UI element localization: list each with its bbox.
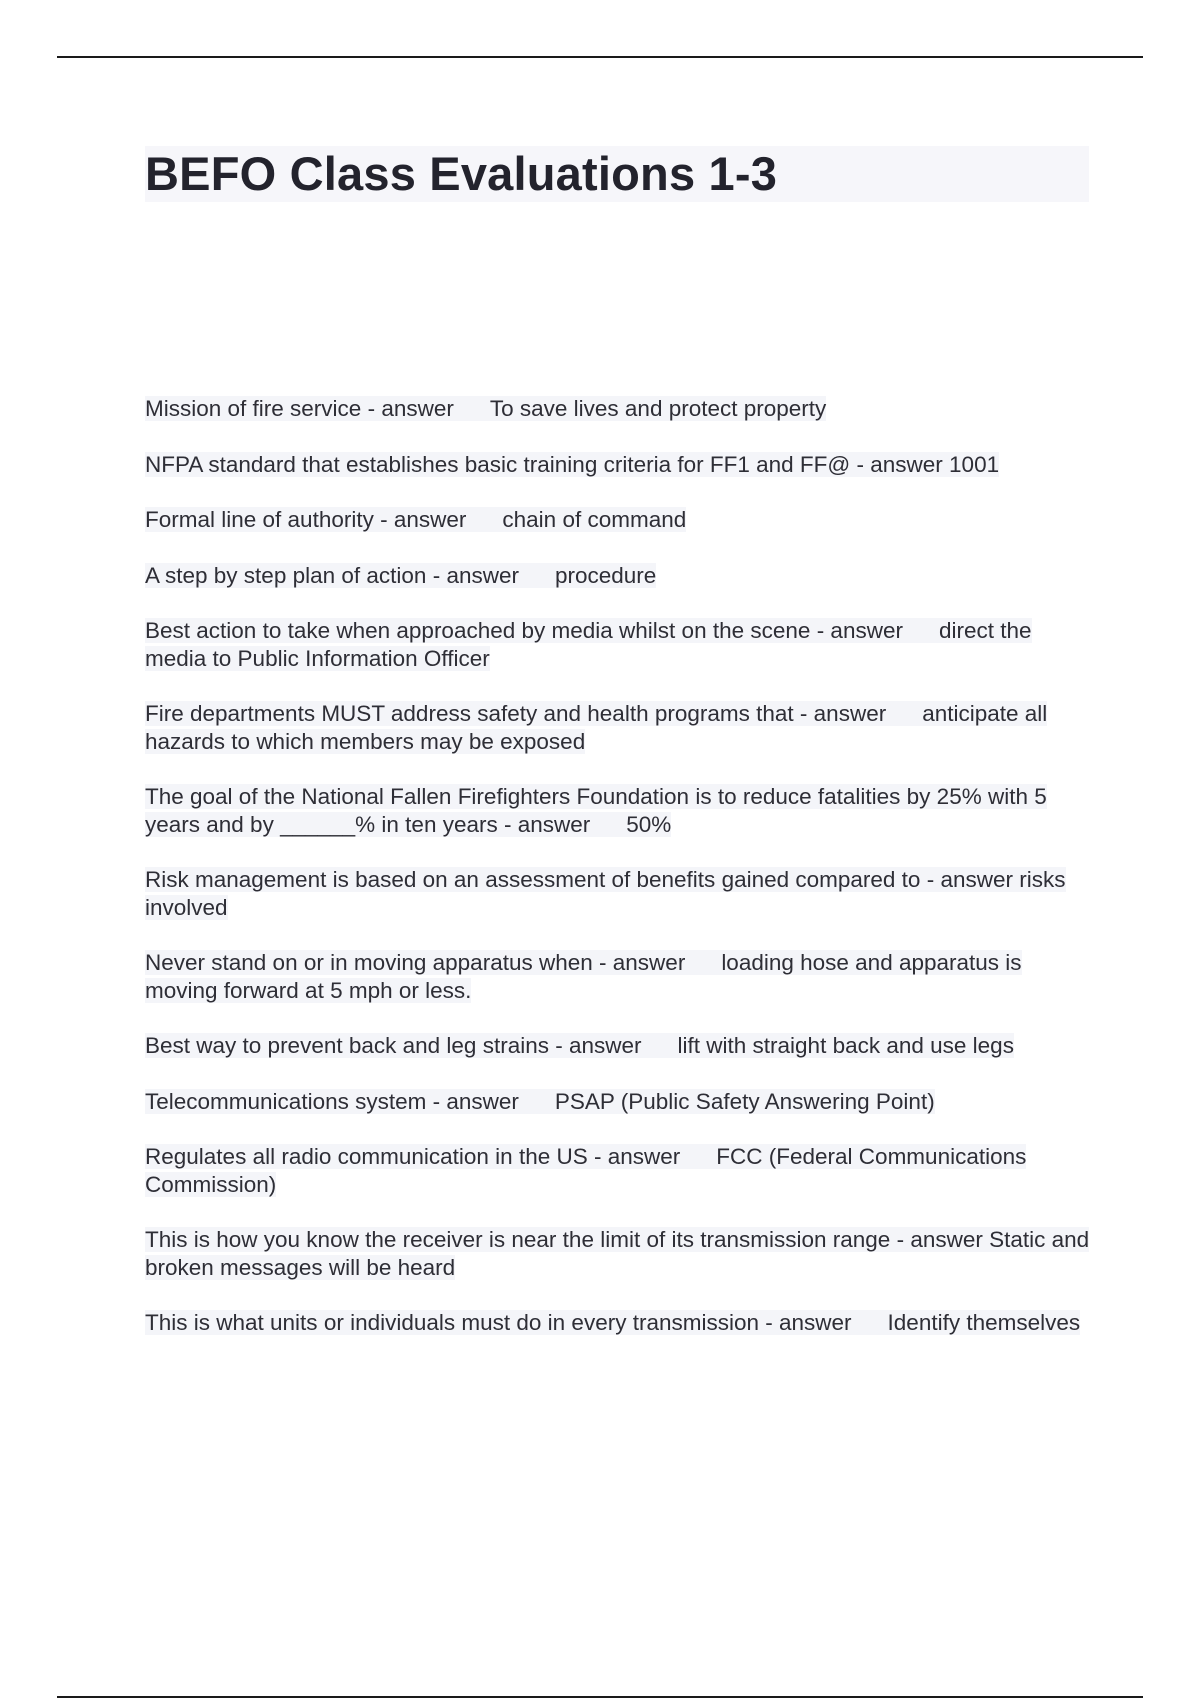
qa-item	[145, 949, 1095, 1004]
qa-answer: procedure	[554, 562, 657, 588]
qa-item	[145, 617, 1095, 672]
qa-question: Never stand on or in moving apparatus when	[145, 950, 593, 975]
qa-answer: 1001	[949, 451, 1000, 477]
answer-marker: - answer	[799, 701, 887, 726]
answer-marker: - answer	[504, 811, 591, 837]
qa-question: Telecommunications system	[145, 1088, 427, 1114]
qa-question: Best action to take when approached by media whilst on the scene	[145, 618, 811, 643]
answer-marker: - answer	[765, 1310, 852, 1335]
qa-item	[145, 506, 1095, 534]
bottom-rule	[57, 1696, 1143, 1698]
qa-question: Mission of fire service	[145, 396, 362, 421]
answer-marker: - answer	[816, 618, 903, 643]
qa-answer: Identify themselves	[887, 1310, 1081, 1335]
qa-item	[145, 1309, 1095, 1337]
qa-question: NFPA standard that establishes basic training criteria for FF1 and FF@	[145, 451, 851, 477]
qa-answer: chain of command	[502, 507, 687, 532]
qa-answer: anticipate all hazards to which members may be exposed	[145, 701, 1048, 754]
qa-question: Fire departments MUST address safety and health programs that	[145, 701, 794, 726]
qa-item	[145, 1143, 1095, 1198]
qa-question: Regulates all radio communication in the US	[145, 1144, 588, 1169]
top-rule	[57, 56, 1143, 58]
answer-marker: - answer	[926, 867, 1013, 892]
qa-answer: loading hose and apparatus is moving forward at 5 mph or less.	[145, 950, 1022, 1003]
answer-marker: - answer	[555, 1033, 642, 1058]
answer-marker: - answer	[599, 950, 686, 975]
answer-marker: - answer	[594, 1144, 681, 1169]
qa-item	[145, 395, 1095, 423]
qa-item	[145, 1088, 1095, 1116]
qa-list	[145, 395, 1095, 1365]
answer-marker: - answer	[856, 451, 943, 477]
qa-answer: Static and broken messages will be heard	[145, 1227, 1090, 1280]
answer-marker: - answer	[896, 1227, 983, 1252]
qa-question: Risk management is based on an assessment of benefits gained compared to	[145, 867, 921, 892]
answer-marker: - answer	[367, 396, 454, 421]
qa-question: Formal line of authority	[145, 507, 374, 532]
page-title: BEFO Class Evaluations 1-3	[145, 147, 778, 200]
qa-answer: To save lives and protect property	[489, 396, 827, 421]
qa-question: The goal of the National Fallen Firefighters Foundation is to reduce fatalities by 25% with 5 years and by ______% in ten years	[145, 784, 1047, 837]
qa-item	[145, 562, 1095, 590]
answer-marker: - answer	[380, 507, 467, 532]
qa-question: This is what units or individuals must do in every transmission	[145, 1310, 759, 1335]
qa-question: A step by step plan of action	[145, 562, 427, 588]
qa-answer: 50%	[626, 811, 672, 837]
qa-question: Best way to prevent back and leg strains	[145, 1033, 549, 1058]
qa-item	[145, 866, 1095, 921]
qa-item	[145, 1226, 1095, 1281]
answer-marker: - answer	[432, 1088, 519, 1114]
qa-question: This is how you know the receiver is near the limit of its transmission range	[145, 1227, 891, 1252]
qa-answer: risks involved	[145, 867, 1066, 920]
qa-answer: direct the media to Public Information Officer	[145, 618, 1032, 671]
qa-item	[145, 700, 1095, 755]
qa-item	[145, 1032, 1095, 1060]
qa-answer: FCC (Federal Communications Commission)	[145, 1144, 1027, 1197]
qa-item	[145, 783, 1095, 838]
qa-answer: PSAP (Public Safety Answering Point)	[554, 1088, 935, 1114]
qa-item	[145, 451, 1095, 479]
qa-answer: lift with straight back and use legs	[677, 1033, 1014, 1058]
answer-marker: - answer	[432, 562, 519, 588]
